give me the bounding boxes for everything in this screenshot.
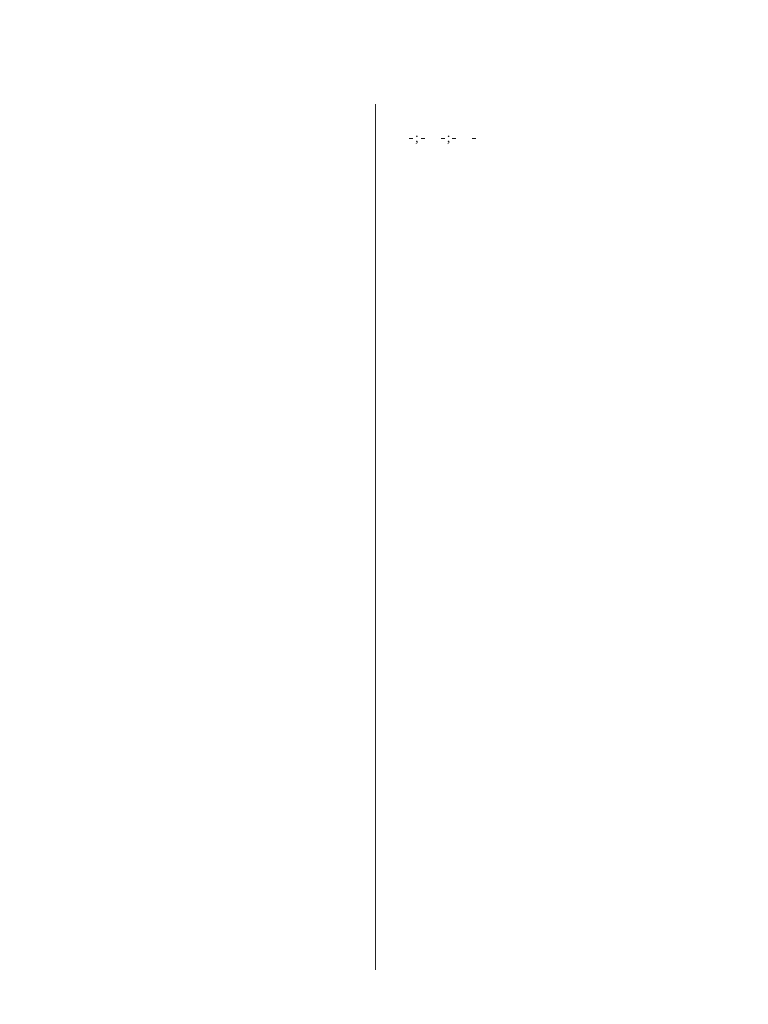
question-left-5 bbox=[34, 175, 364, 192]
answer-options bbox=[397, 152, 737, 169]
fraction bbox=[421, 138, 425, 139]
question-left-0 bbox=[34, 106, 364, 123]
fraction-numerator bbox=[409, 138, 413, 139]
fraction-numerator bbox=[452, 138, 456, 139]
fraction-numerator bbox=[472, 138, 476, 139]
answer-options bbox=[397, 192, 737, 209]
answer-options bbox=[34, 152, 364, 169]
question-left-4 bbox=[34, 152, 364, 169]
question-right-1 bbox=[397, 129, 737, 146]
column-divider bbox=[375, 104, 376, 970]
question-left-6 bbox=[34, 198, 364, 215]
answer-options bbox=[397, 169, 737, 186]
answer-options bbox=[34, 129, 364, 146]
question-right-5 bbox=[397, 238, 737, 255]
right-column bbox=[397, 106, 737, 261]
fraction bbox=[441, 138, 445, 139]
answer-options bbox=[397, 238, 737, 255]
answer-options bbox=[34, 198, 364, 215]
question-right-4 bbox=[397, 215, 737, 232]
answer-options bbox=[397, 215, 737, 232]
fraction-numerator bbox=[441, 138, 445, 139]
fraction bbox=[472, 138, 476, 139]
question-right-0 bbox=[397, 106, 737, 123]
answer-options bbox=[34, 175, 364, 192]
answer-options bbox=[34, 106, 364, 123]
answer-options bbox=[34, 238, 364, 255]
fraction bbox=[452, 138, 456, 139]
fraction-numerator bbox=[421, 138, 425, 139]
question-left-3 bbox=[34, 129, 364, 146]
fraction bbox=[409, 138, 413, 139]
question-left-7 bbox=[34, 221, 364, 255]
answer-options bbox=[397, 106, 737, 123]
answer-options bbox=[34, 221, 364, 238]
question-right-3 bbox=[397, 192, 737, 209]
left-column bbox=[34, 106, 364, 261]
q10-options: ; ; bbox=[397, 129, 737, 146]
question-right-2 bbox=[397, 152, 737, 186]
